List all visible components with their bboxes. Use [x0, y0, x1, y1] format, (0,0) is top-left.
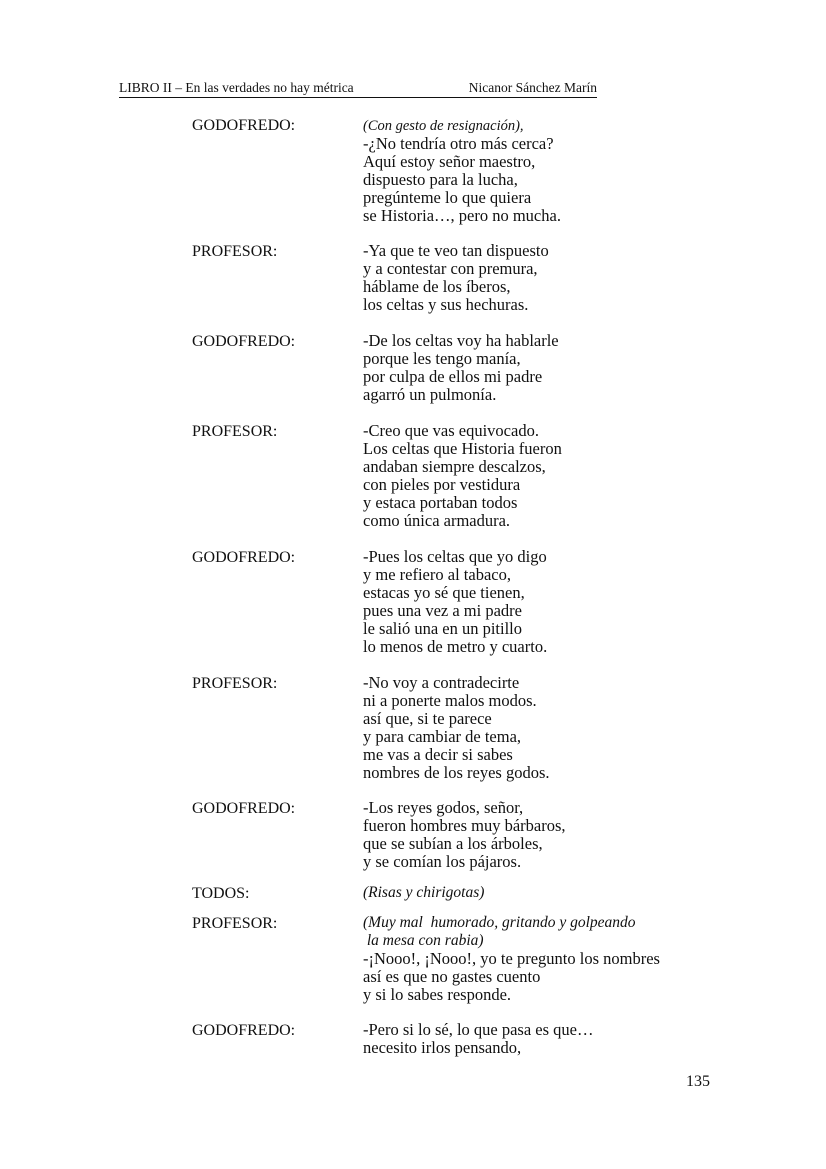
verse-line: y se comían los pájaros. — [363, 852, 522, 871]
verse-line: y si lo sabes responde. — [363, 985, 512, 1004]
verse-line: necesito irlos pensando, — [363, 1038, 522, 1057]
dialogue-text — [363, 884, 722, 903]
verse-line: agarró un pulmonía. — [363, 385, 497, 404]
verse-line: los celtas y sus hechuras. — [363, 295, 529, 314]
verse-line: -Pues los celtas que yo digo — [363, 547, 547, 566]
verse-line: que se subían a los árboles, — [363, 834, 543, 853]
verse-line: háblame de los íberos, — [363, 277, 511, 296]
speaker-name: GODOFREDO: — [192, 333, 296, 350]
verse-line: -Creo que vas equivocado. — [363, 421, 539, 440]
speaker-name: GODOFREDO: — [192, 800, 296, 817]
page-number: 135 — [686, 1073, 710, 1090]
dialogue-entry — [192, 674, 722, 782]
verse-line: Los celtas que Historia fueron — [363, 439, 562, 458]
speaker-name: PROFESOR: — [192, 675, 278, 692]
speaker-name: GODOFREDO: — [192, 1022, 296, 1039]
dialogue-entry — [192, 799, 722, 871]
dialogue-entry — [192, 914, 722, 1004]
speaker-name: GODOFREDO: — [192, 549, 296, 566]
verse-line: ni a ponerte malos modos. — [363, 691, 537, 710]
verse-line: -No voy a contradecirte — [363, 673, 520, 692]
dialogue-text — [363, 674, 722, 782]
verse-line: estacas yo sé que tienen, — [363, 583, 525, 602]
dialogue-text — [363, 914, 722, 1004]
verse-line: nombres de los reyes godos. — [363, 763, 550, 782]
verse-line: -Pero si lo sé, lo que pasa es que… — [363, 1020, 594, 1039]
verse-line: y me refiero al tabaco, — [363, 565, 511, 584]
verse-line: así que, si te parece — [363, 709, 492, 728]
stage-direction: (Risas y chirigotas) — [363, 884, 485, 901]
dialogue-entry — [192, 884, 722, 903]
script-body — [192, 116, 722, 1057]
verse-line: y para cambiar de tema, — [363, 727, 522, 746]
dialogue-text — [363, 422, 722, 530]
verse-line: me vas a decir si sabes — [363, 745, 513, 764]
verse-line: lo menos de metro y cuarto. — [363, 637, 548, 656]
verse-line: porque les tengo manía, — [363, 349, 521, 368]
verse-line: así es que no gastes cuento — [363, 967, 541, 986]
speaker-name: PROFESOR: — [192, 243, 278, 260]
verse-line: dispuesto para la lucha, — [363, 170, 518, 189]
verse-line: andaban siempre descalzos, — [363, 457, 546, 476]
stage-direction: la mesa con rabia) — [363, 932, 484, 949]
speaker-name: TODOS: — [192, 885, 250, 902]
dialogue-entry — [192, 1021, 722, 1057]
dialogue-entry — [192, 422, 722, 530]
dialogue-text — [363, 332, 722, 404]
speaker-name: GODOFREDO: — [192, 117, 296, 134]
verse-line: Aquí estoy señor maestro, — [363, 152, 536, 171]
dialogue-entry — [192, 332, 722, 404]
stage-direction: (Con gesto de resignación), — [363, 118, 524, 134]
verse-line: por culpa de ellos mi padre — [363, 367, 543, 386]
verse-line: le salió una en un pitillo — [363, 619, 523, 638]
verse-line: -¡Nooo!, ¡Nooo!, yo te pregunto los nombres — [363, 949, 660, 968]
dialogue-entry — [192, 116, 722, 225]
verse-line: se Historia…, pero no mucha. — [363, 206, 561, 225]
stage-direction: (Muy mal humorado, gritando y golpeando — [363, 914, 636, 931]
dialogue-text — [363, 548, 722, 656]
header-book-title: LIBRO II – En las verdades no hay métrica — [119, 80, 354, 95]
dialogue-text — [363, 116, 722, 225]
dialogue-entry — [192, 242, 722, 314]
verse-line: pues una vez a mi padre — [363, 601, 522, 620]
dialogue-text — [363, 1021, 722, 1057]
verse-line: pregúnteme lo que quiera — [363, 188, 532, 207]
speaker-name: PROFESOR: — [192, 423, 278, 440]
running-header — [119, 80, 597, 98]
verse-line: fueron hombres muy bárbaros, — [363, 816, 566, 835]
verse-line: y estaca portaban todos — [363, 493, 518, 512]
dialogue-entry — [192, 548, 722, 656]
verse-line: -Los reyes godos, señor, — [363, 798, 524, 817]
verse-line: -De los celtas voy ha hablarle — [363, 331, 559, 350]
verse-line: como única armadura. — [363, 511, 511, 530]
verse-line: -Ya que te veo tan dispuesto — [363, 241, 549, 260]
dialogue-text — [363, 242, 722, 314]
verse-line: con pieles por vestidura — [363, 475, 521, 494]
dialogue-text — [363, 799, 722, 871]
verse-line: -¿No tendría otro más cerca? — [363, 134, 554, 153]
speaker-name: PROFESOR: — [192, 915, 278, 932]
header-author: Nicanor Sánchez Marín — [468, 80, 597, 95]
verse-line: y a contestar con premura, — [363, 259, 538, 278]
